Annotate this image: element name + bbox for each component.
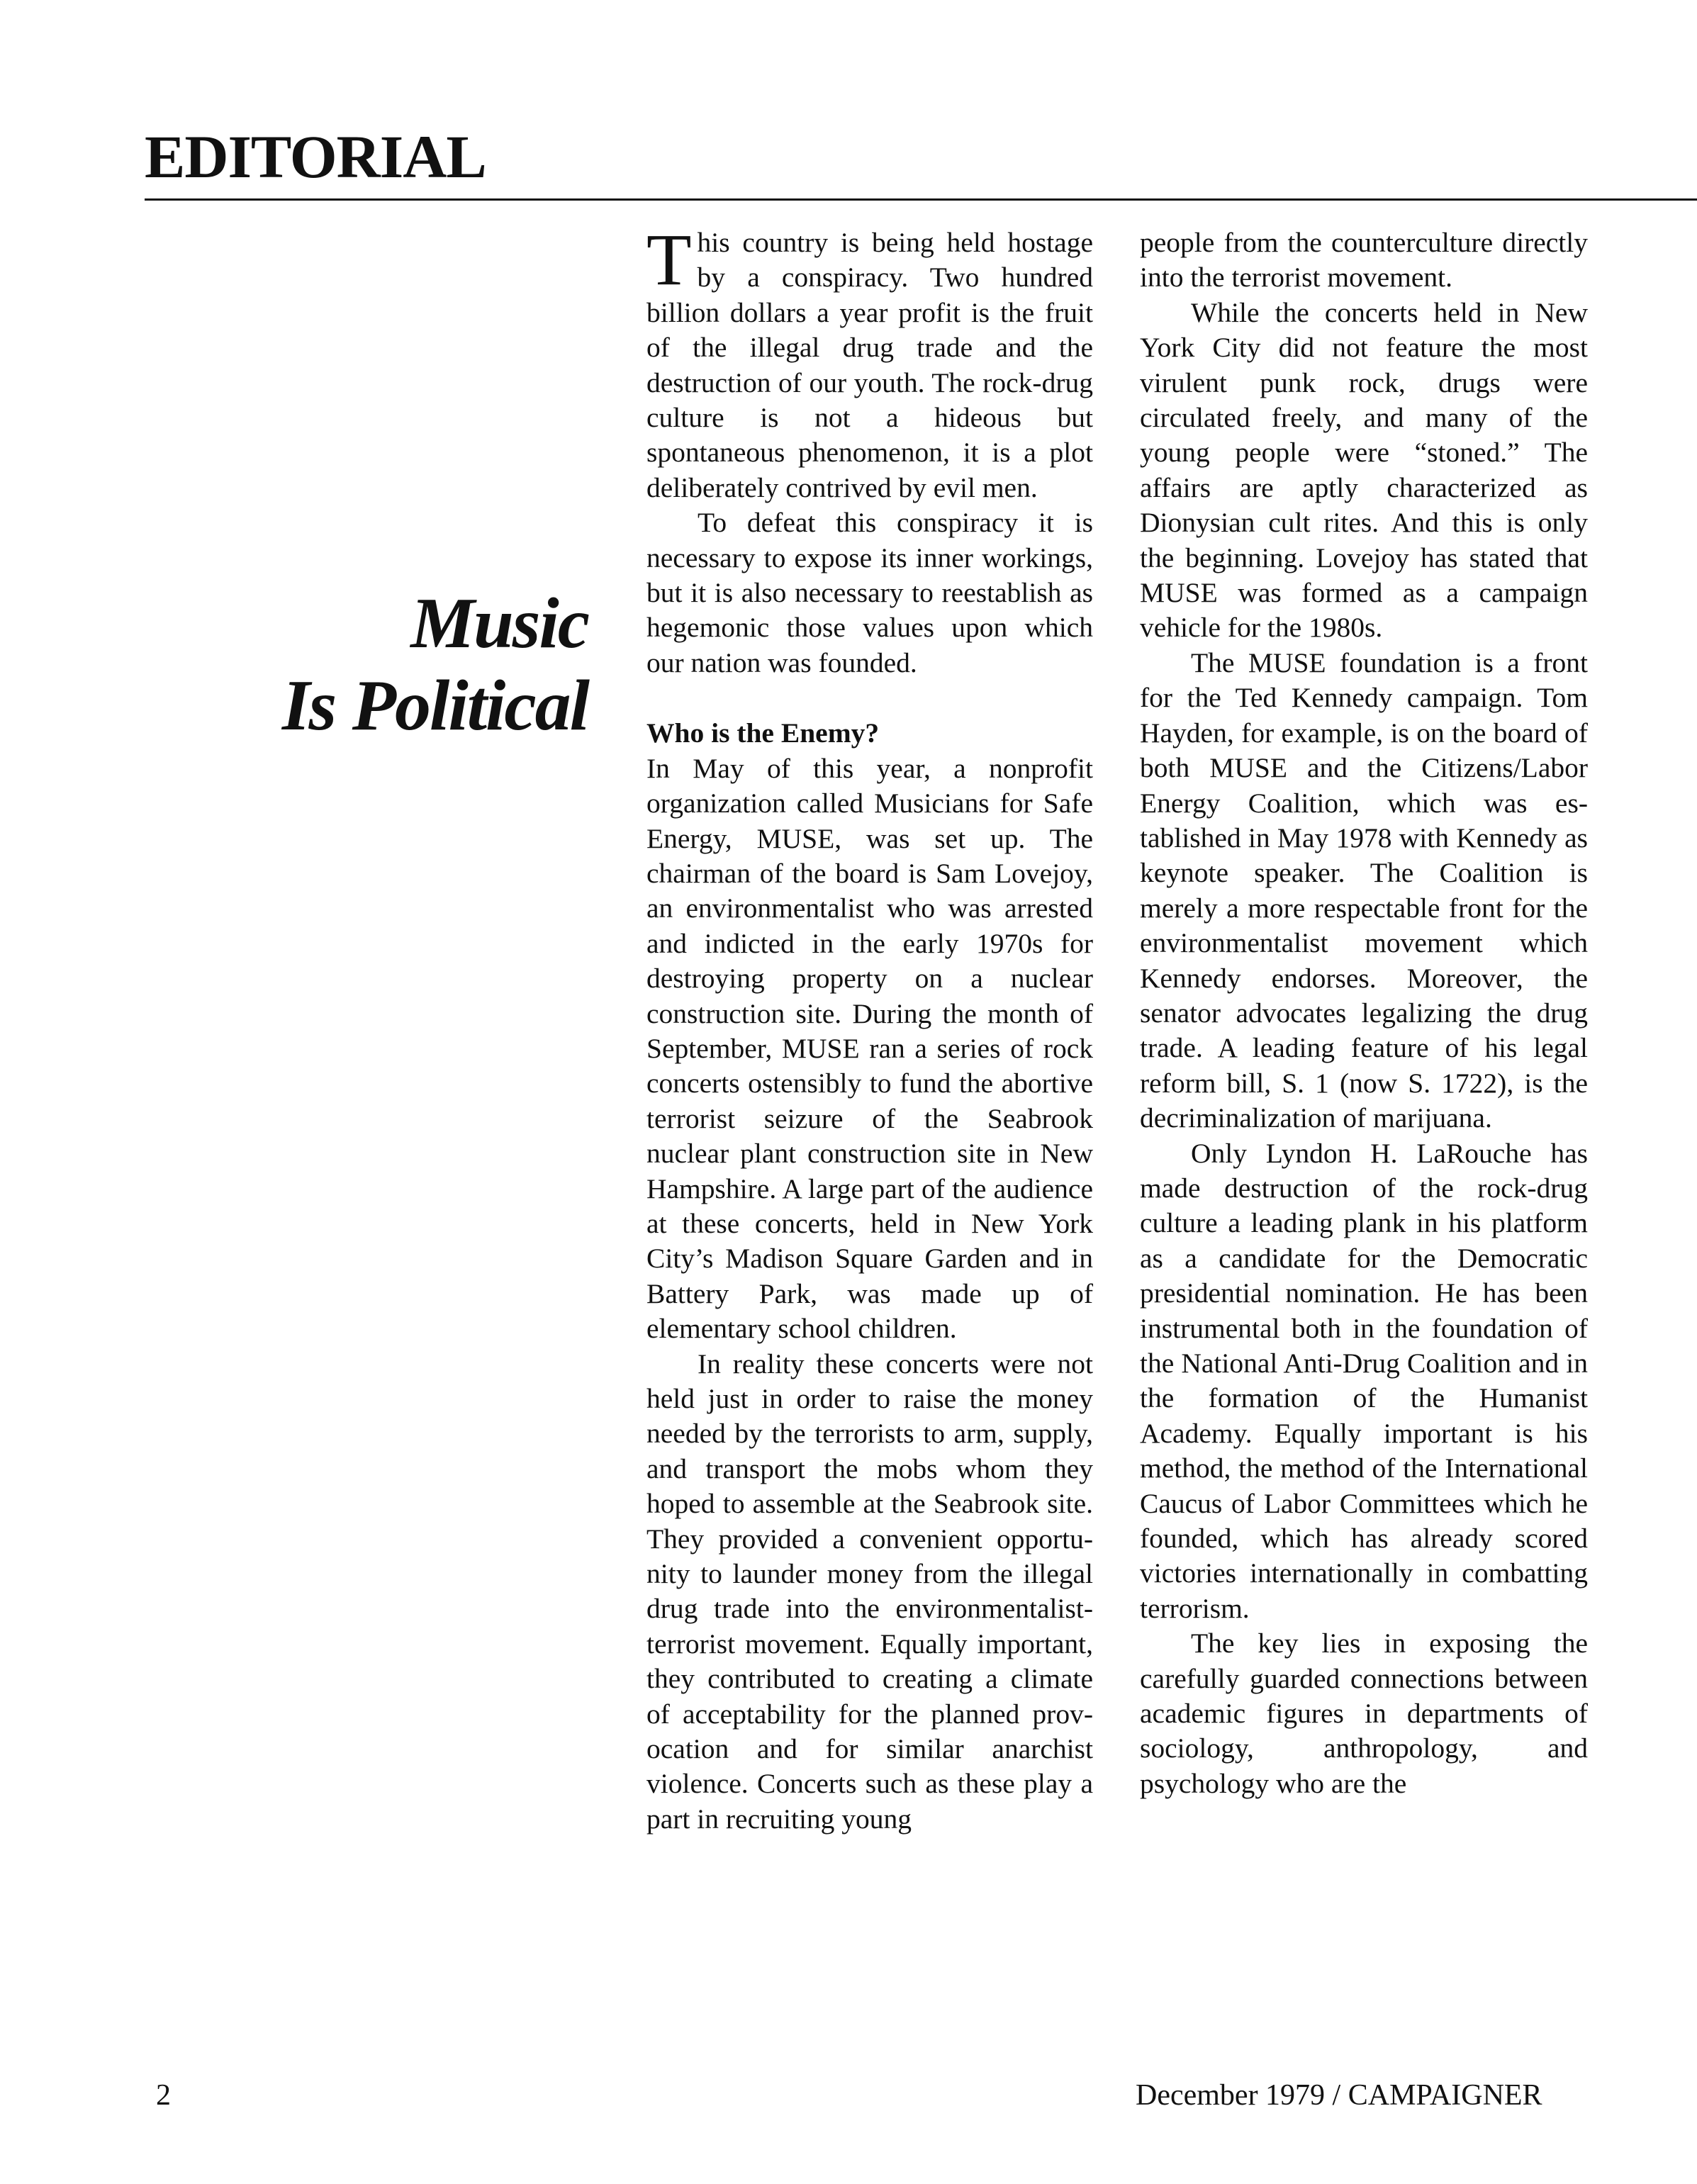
paragraph-1-text: his country is being held hostage by a conspiracy. Two hundred billion dollars a year profit is the fruit of the illegal drug trade and the destruction of our youth. The rock-drug culture is not a hideous but spontaneous phenomenon, it is a plot deliberately contrived by evil men. [646, 227, 1093, 503]
subheading: Who is the Enemy? [646, 717, 880, 749]
issue-line: December 1979 / CAMPAIGNER [1136, 2079, 1542, 2112]
header-rule [145, 198, 1697, 201]
paragraph-8: Only Lyndon H. LaRouche has made destruction of the rock-drug culture a leading plank in his platform as a candidate for the Democratic presidential nomination. He has been instrumental both in the foundation of the National Anti-Drug Coalition and in the formation of the Humanist Academy. Equally important is his method, the method of the International Caucus of Labor Committees which he founded, which has already scored victories internationally in combatting terrorism. [1140, 1137, 1588, 1624]
paragraph-9: The key lies in exposing the carefully guarded connections between academic figures in departments of sociology, anthropology, and psychology who are the [1140, 1628, 1588, 1799]
headline-line-2: Is Political [281, 666, 588, 746]
text-column-2 [1140, 225, 1588, 1801]
page-number: 2 [156, 2079, 171, 2112]
paragraph-3: In May of this year, a nonprofit organization called Musicians for Safe Energy, MUSE, was set up. The chairman of the board is Sam Lovejoy, an environmentalist who was arrested and indicted in the early 1970s for destroying property on a nuclear construction site. During the month of September, MUSE ran a series of rock concerts ostensibly to fund the abortive terrorist seizure of the Seabrook nuclear plant construction site in New Hampshire. A large part of the audience at these concerts, held in New York City’s Madison Square Garden and in Battery Park, was made up of elementary school children. [646, 752, 1093, 1345]
headline [163, 583, 588, 747]
paragraph-4: In reality these concerts were not held just in order to raise the money needed by the terrorists to arm, supply, and transport the mobs whom they hoped to assemble at the Seabrook site. They provided a convenient opportunity to launder money from the illegal drug trade into the environmentalist-terrorist movement. Equally important, they contributed to creating a climate of acceptability for the planned provocation and for similar anarchist violence. Concerts such as these play a part in recruiting young [646, 1348, 1093, 1835]
section-title: EDITORIAL [145, 123, 486, 191]
text-column-1 [646, 219, 1093, 1837]
headline-line-1: Music [410, 583, 588, 663]
paragraph-6: While the concerts held in New York City did not feature the most virulent punk rock, drugs were circulated freely, and many of the young people were “stoned.” The affairs are aptly characterized as Dionysian cult rites. And this is only the beginning. Lovejoy has stated that MUSE was formed as a campaign vehicle for the 1980s. [1140, 296, 1588, 644]
paragraph-2: To defeat this conspiracy it is necessary to expose its inner workings, but it is also necessary to reestablish as hegemonic those values upon which our nation was founded. [646, 507, 1093, 678]
paragraph-5: people from the counterculture directly into the terrorist movement. [1140, 227, 1588, 293]
paragraph-7: The MUSE foundation is a front for the Ted Kennedy campaign. Tom Hayden, for example, is on the board of both MUSE and the Citizens/Labor Energy Coalition, which was established in May 1978 with Kennedy as keynote speaker. The Coalition is merely a more respectable front for the environmentalist movement which Kennedy endorses. Moreover, the senator advocates legalizing the drug trade. A leading feature of his legal reform bill, S. 1 (now S. 1722), is the decriminalization of marijuana. [1140, 646, 1588, 1134]
drop-cap: T [646, 219, 692, 301]
paragraph-1 [646, 219, 1093, 505]
